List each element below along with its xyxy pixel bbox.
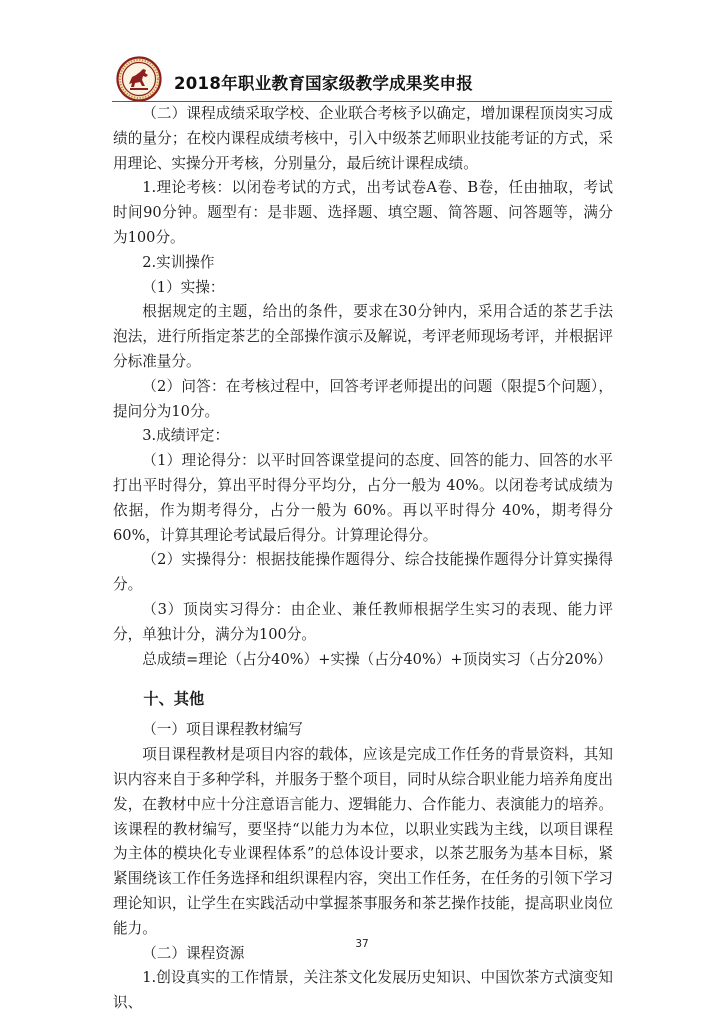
header-title: 2018年职业教育国家级教学成果奖申报: [174, 74, 474, 93]
paragraph: 3.成绩评定：: [142, 427, 230, 445]
paragraph: （1）理论得分：以平时回答课堂提问的态度、回答的能力、回答的水平打出平时得分，算出平时得分平均分，占分一般为 40%。以闭卷考试成绩为依据，作为期考得分，占分一般为 60%。再以平时得分 40%，期考得分 60%，计算其理论考试最后得分。计算理论得分。: [113, 452, 613, 544]
paragraph: 1.理论考核：以闭卷考试的方式，出考试卷A卷、B卷，任由抽取，考试时间90分钟。题型有：是非题、选择题、填空题、简答题、问答题等，满分为100分。: [113, 179, 613, 246]
paragraph: （二）课程成绩采取学校、企业联合考核予以确定，增加课程顶岗实习成绩的量分；在校内课程成绩考核中，引入中级茶艺师职业技能考证的方式，采用理论、实操分开考核，分别量分，最后统计课程成绩。: [113, 105, 613, 172]
paragraph: （二）课程资源: [142, 944, 245, 962]
section-heading: 十、其他: [143, 690, 205, 709]
document-body: [113, 102, 613, 1016]
horse-emblem-icon: [116, 56, 162, 102]
paragraph: （2）问答：在考核过程中，回答考评老师提出的问题（限提5个问题），提问分为10分。: [113, 377, 613, 420]
paragraph: （1）实操：: [142, 278, 225, 296]
paragraph: 1.创设真实的工作情景，关注茶文化发展历史知识、中国饮茶方式演变知识、: [113, 969, 613, 1012]
paragraph: 2.实训操作: [142, 253, 215, 271]
paragraph: （3）顶岗实习得分：由企业、兼任教师根据学生实习的表现、能力评分，单独计分，满分为100分。: [113, 600, 613, 643]
paragraph: 根据规定的主题，给出的条件，要求在30分钟内，采用合适的茶艺手法泡法，进行所指定茶艺的全部操作演示及解说，考评老师现场考评，并根据评分标准量分。: [113, 303, 613, 370]
page-header: [116, 56, 636, 104]
paragraph: （2）实操得分：根据技能操作题得分、综合技能操作题得分计算实操得分。: [113, 551, 613, 594]
paragraph: 总成绩=理论（占分40%）+实操（占分40%）+顶岗实习（占分20%）: [142, 650, 612, 668]
page-number: 37: [355, 938, 369, 950]
paragraph: （一）项目课程教材编写: [142, 721, 303, 739]
paragraph: 项目课程教材是项目内容的载体，应该是完成工作任务的背景资料，其知识内容来自于多种学科，并服务于整个项目，同时从综合职业能力培养角度出发，在教材中应十分注意语言能力、逻辑能力、合作能力、表演能力的培养。该课程的教材编写，要坚持“以能力为本位，以职业实践为主线，以项目课程为主体的模块化专业课程体系”的总体设计要求，以茶艺服务为基本目标，紧紧围绕该工作任务选择和组织课程内容，突出工作任务，在任务的引领下学习理论知识，让学生在实践活动中掌握茶事服务和茶艺操作技能，提高职业岗位能力。: [113, 746, 613, 937]
